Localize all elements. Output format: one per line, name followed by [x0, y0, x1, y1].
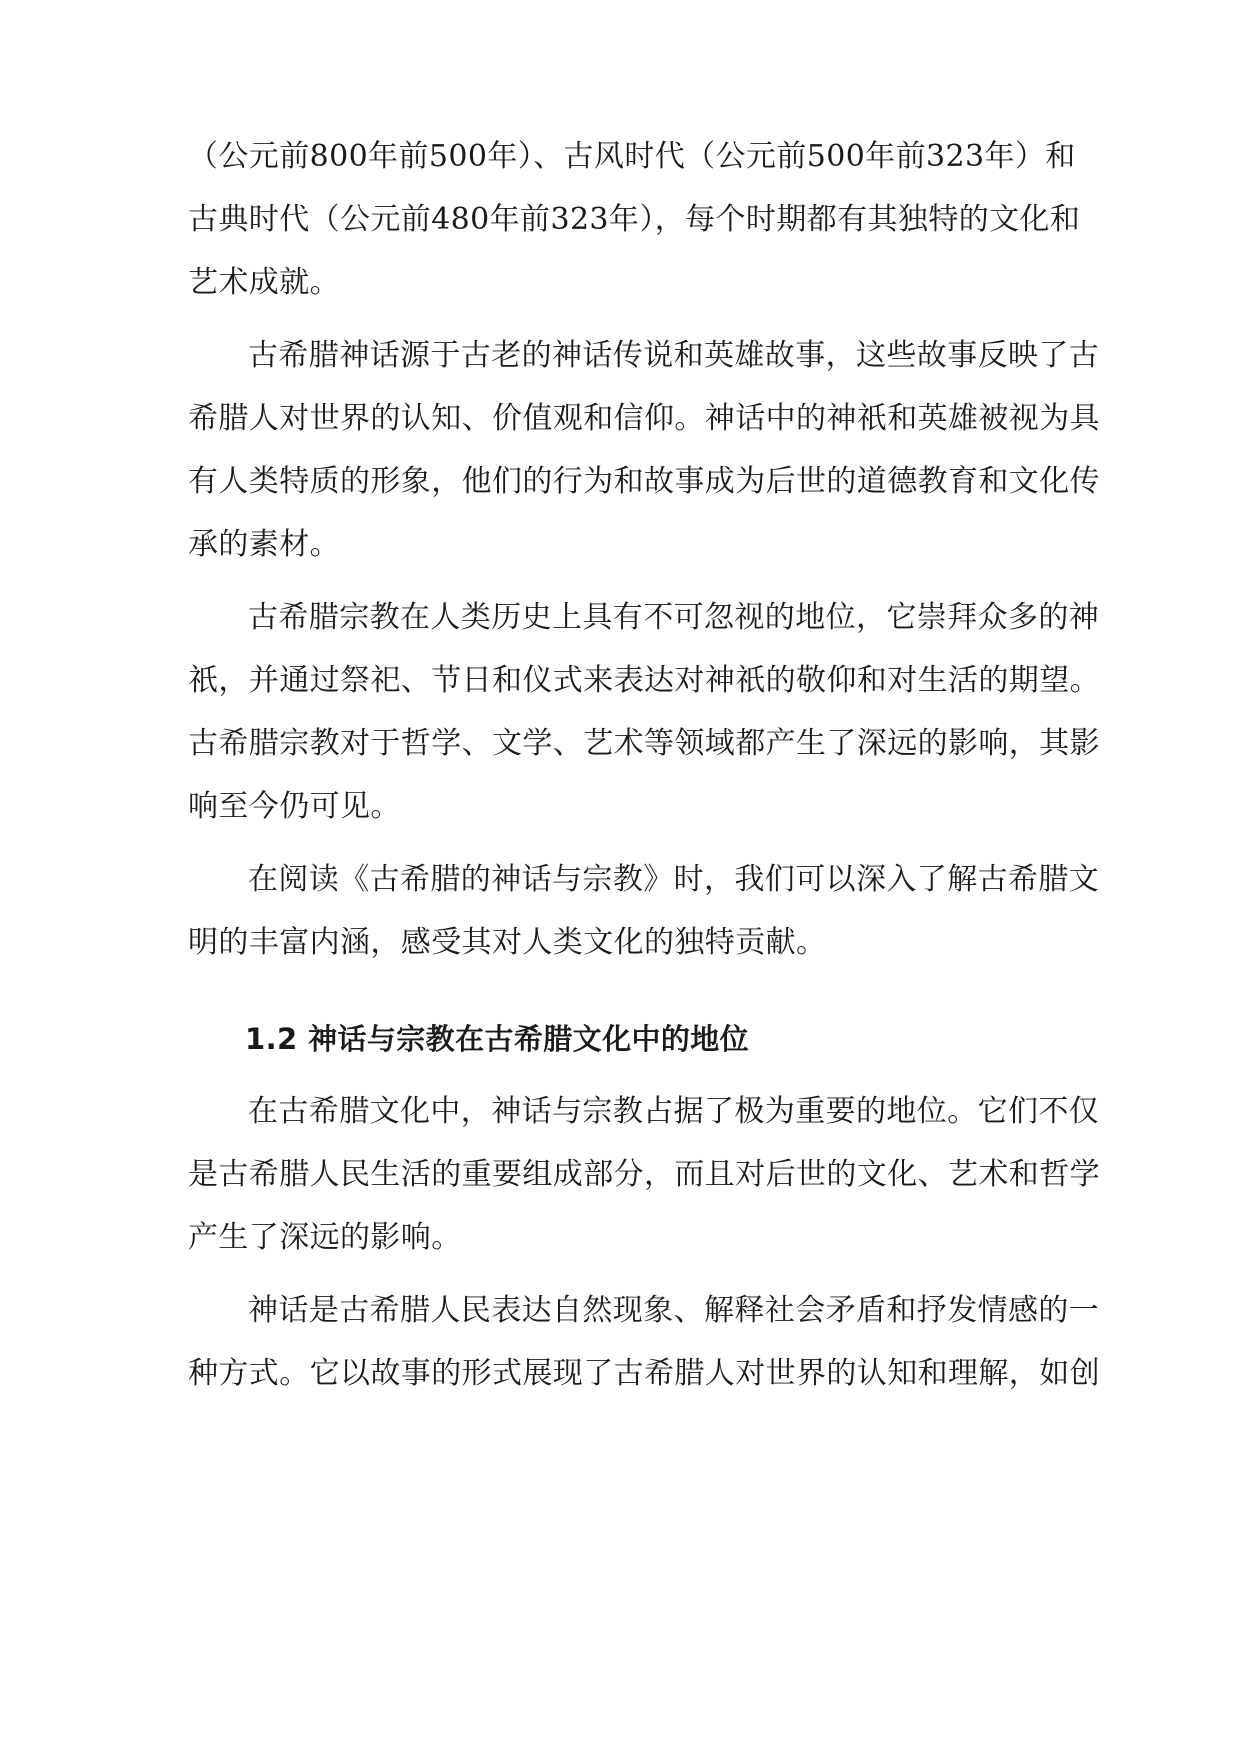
section-heading: 1.2 神话与宗教在古希腊文化中的地位 — [245, 1022, 750, 1056]
paragraph-line: 古希腊宗教对于哲学、文学、艺术等领域都产生了深远的影响，其影 — [188, 726, 1100, 761]
paragraph-line: 古希腊宗教在人类历史上具有不可忽视的地位，它崇拜众多的神 — [248, 600, 1100, 635]
paragraph-line: 祇，并通过祭祀、节日和仪式来表达对神祇的敬仰和对生活的期望。 — [188, 663, 1100, 698]
paragraph-line: 响至今仍可见。 — [188, 789, 401, 824]
paragraph-line: 在阅读《古希腊的神话与宗教》时，我们可以深入了解古希腊文 — [248, 862, 1100, 897]
paragraph-line: 有人类特质的形象，他们的行为和故事成为后世的道德教育和文化传 — [188, 464, 1100, 499]
paragraph-line: 古希腊神话源于古老的神话传说和英雄故事，这些故事反映了古 — [248, 338, 1100, 373]
paragraph-line: 是古希腊人民生活的重要组成部分，而且对后世的文化、艺术和哲学 — [188, 1157, 1100, 1192]
paragraph-line: 古典时代（公元前480年前323年），每个时期都有其独特的文化和 — [188, 202, 1081, 237]
paragraph-line: 产生了深远的影响。 — [188, 1220, 462, 1255]
paragraph-line: 明的丰富内涵，感受其对人类文化的独特贡献。 — [188, 925, 827, 960]
paragraph-line: 在古希腊文化中，神话与宗教占据了极为重要的地位。它们不仅 — [248, 1094, 1100, 1129]
paragraph-line: 艺术成就。 — [188, 265, 340, 300]
paragraph-line: 承的素材。 — [188, 527, 340, 562]
paragraph-line: 神话是古希腊人民表达自然现象、解释社会矛盾和抒发情感的一 — [248, 1293, 1100, 1328]
paragraph-line: 种方式。它以故事的形式展现了古希腊人对世界的认知和理解，如创 — [188, 1356, 1100, 1391]
paragraph-line: 希腊人对世界的认知、价值观和信仰。神话中的神祇和英雄被视为具 — [188, 401, 1100, 436]
paragraph-line: （公元前800年前500年）、古风时代（公元前500年前323年）和 — [188, 139, 1076, 174]
